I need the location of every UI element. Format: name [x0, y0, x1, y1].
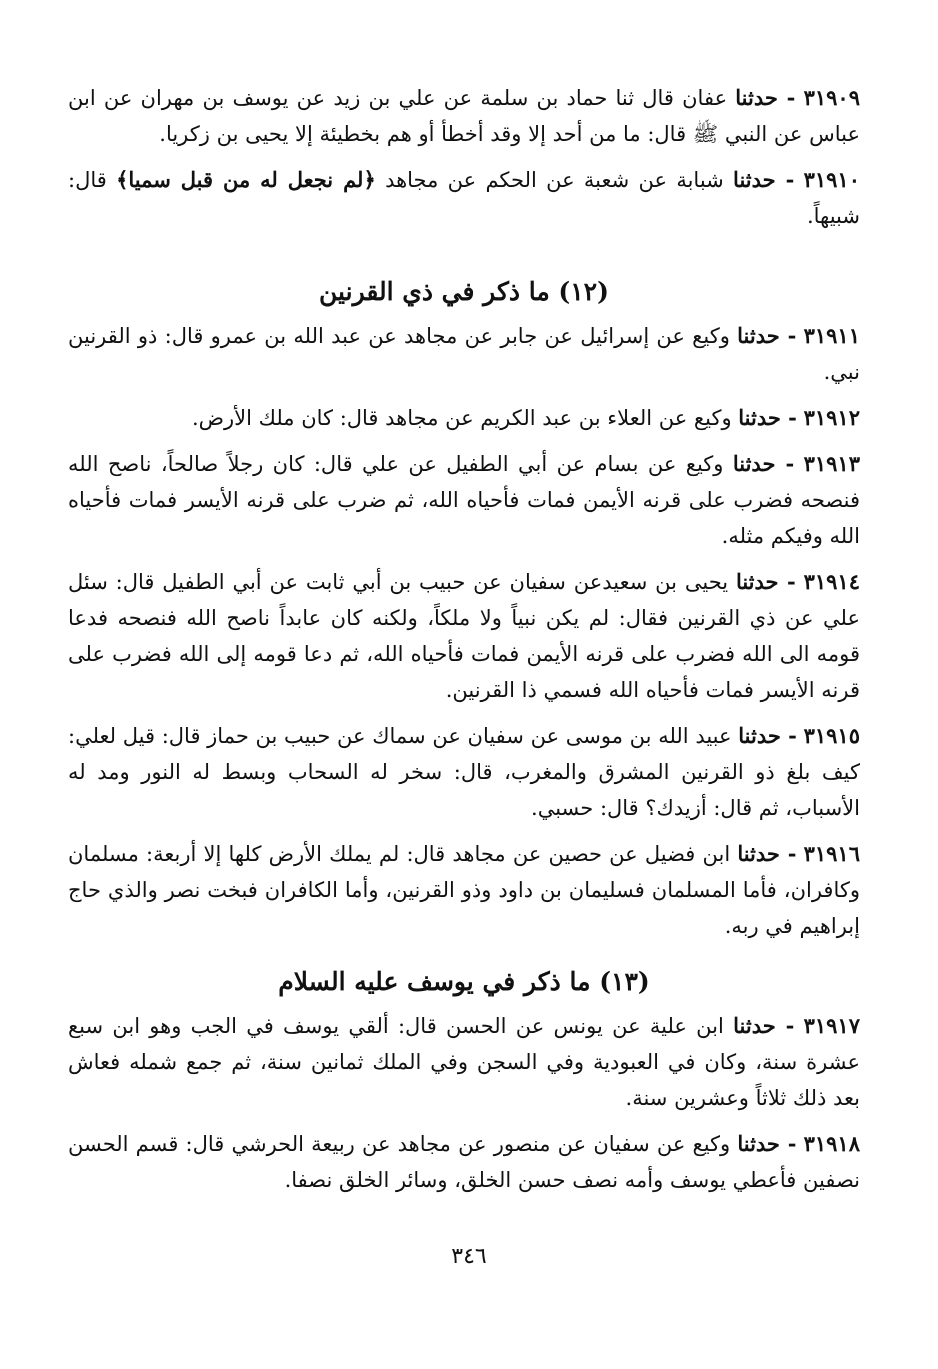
hadith-31917: ٣١٩١٧ - حدثنا ابن علية عن يونس عن الحسن قال: ألقي يوسف في الجب وهو ابن سبع عشرة سنة، وكان في العبودية وفي السجن وفي الملك ثمانين سنة، ثم جمع شمله فعاش بعد ذلك ثلاثاً وعشرين سنة. — [68, 1013, 860, 1110]
hadith-text: ابن علية عن يونس عن الحسن قال: ألقي يوسف في الجب وهو ابن سبع عشرة سنة، وكان في العبودية وفي السجن وفي الملك ثمانين سنة، ثم جمع شمله فعاش بعد ذلك ثلاثاً وعشرين سنة. — [68, 1014, 860, 1110]
hadith-lead: حدثنا — [733, 1013, 776, 1038]
hadith-number: ٣١٩١٤ — [803, 569, 860, 594]
hadith-text: ابن فضيل عن حصين عن مجاهد قال: لم يملك الأرض كلها إلا أربعة: مسلمان وكافران، فأما المسلمان فسليمان بن داود وذو القرنين، وأما الكافران فبخت نصر والذي حاج إبراهيم في ربه. — [68, 842, 860, 938]
page-body — [68, 80, 860, 1208]
hadith-number: ٣١٩١٣ — [803, 451, 860, 476]
hadith-lead: حدثنا — [738, 723, 781, 748]
hadith-31913: ٣١٩١٣ - حدثنا وكيع عن بسام عن أبي الطفيل عن علي قال: كان رجلاً صالحاً، ناصح الله فنصحه فضرب على قرنه الأيمن فمات فأحياه الله، ثم ضرب على قرنه الأيسر فمات فأحياه الله وفيكم مثله. — [68, 451, 860, 548]
hadith-text: وكيع عن بسام عن أبي الطفيل عن علي قال: كان رجلاً صالحاً، ناصح الله فنصحه فضرب على قرنه الأيمن فمات فأحياه الله، ثم ضرب على قرنه الأيسر فمات فأحياه الله وفيكم مثله. — [68, 452, 860, 548]
hadith-text: عبيد الله بن موسى عن سفيان عن سماك عن حبيب بن حماز قال: قيل لعلي: كيف بلغ ذو القرنين المشرق والمغرب، قال: سخر له السحاب وبسط له النور ومد له الأسباب، ثم قال: أزيدك؟ قال: حسبي. — [68, 724, 860, 820]
hadith-lead: حدثنا — [733, 167, 776, 192]
hadith-31916: ٣١٩١٦ - حدثنا ابن فضيل عن حصين عن مجاهد قال: لم يملك الأرض كلها إلا أربعة: مسلمان وكافران، فأما المسلمان فسليمان بن داود وذو القرنين، وأما الكافران فبخت نصر والذي حاج إبراهيم في ربه. — [68, 841, 860, 938]
hadith-lead: حدثنا — [737, 1131, 780, 1156]
hadith-number: ٣١٩١٢ — [803, 405, 860, 430]
hadith-text: وكيع عن سفيان عن منصور عن مجاهد عن ربيعة الحرشي قال: قسم الحسن نصفين فأعطي يوسف وأمه نصف حسن الخلق، وسائر الخلق نصفا. — [68, 1132, 860, 1192]
hadith-31912: ٣١٩١٢ - حدثنا وكيع عن العلاء بن عبد الكريم عن مجاهد قال: كان ملك الأرض. — [191, 405, 860, 430]
hadith-31910: ٣١٩١٠ - حدثنا شبابة عن شعبة عن الحكم عن مجاهد ﴿لم نجعل له من قبل سميا﴾ قال: شبيهاً. — [68, 167, 860, 228]
hadith-31911: ٣١٩١١ - حدثنا وكيع عن إسرائيل عن جابر عن مجاهد عن عبد الله بن عمرو قال: ذو القرنين نبي. — [68, 323, 860, 384]
hadith-number: ٣١٩١٠ — [803, 167, 860, 192]
hadith-31915: ٣١٩١٥ - حدثنا عبيد الله بن موسى عن سفيان عن سماك عن حبيب بن حماز قال: قيل لعلي: كيف بلغ ذو القرنين المشرق والمغرب، قال: سخر له السحاب وبسط له النور ومد له الأسباب، ثم قال: أزيدك؟ قال: حسبي. — [68, 723, 860, 820]
hadith-lead: حدثنا — [738, 405, 781, 430]
hadith-text: يحيى بن سعيدعن سفيان عن حبيب بن أبي ثابت عن أبي الطفيل قال: سئل علي عن ذي القرنين فقال: لم يكن نبياً ولا ملكاً، ولكنه كان عابداً ناصح الله فنصحه فدعا قومه الى الله فضرب على قرنه الأيمن فمات فأحياه الله، ثم دعا قومه إلى الله فضرب على قرنه الأيسر فمات فأحياه الله فسمي ذا القرنين. — [68, 570, 860, 702]
hadith-31918: ٣١٩١٨ - حدثنا وكيع عن سفيان عن منصور عن مجاهد عن ربيعة الحرشي قال: قسم الحسن نصفين فأعطي يوسف وأمه نصف حسن الخلق، وسائر الخلق نصفا. — [68, 1131, 860, 1192]
hadith-lead: حدثنا — [735, 569, 779, 594]
hadith-31914: ٣١٩١٤ - حدثنا يحيى بن سعيدعن سفيان عن حبيب بن أبي ثابت عن أبي الطفيل قال: سئل علي عن ذي القرنين فقال: لم يكن نبياً ولا ملكاً، ولكنه كان عابداً ناصح الله فنصحه فدعا قومه الى الله فضرب على قرنه الأيمن فمات فأحياه الله، ثم دعا قومه إلى الله فضرب على قرنه الأيسر فمات فأحياه الله فسمي ذا القرنين. — [68, 569, 860, 702]
hadith-number: ٣١٩١٦ — [803, 841, 860, 866]
section-heading-12: (١٢) ما ذكر في ذي القرنين — [319, 277, 609, 306]
page-number: ٣٤٦ — [451, 1244, 487, 1269]
hadith-number: ٣١٩١٥ — [803, 723, 860, 748]
hadith-lead: حدثنا — [732, 451, 776, 476]
hadith-text: وكيع عن إسرائيل عن جابر عن مجاهد عن عبد الله بن عمرو قال: ذو القرنين نبي. — [68, 324, 860, 384]
hadith-lead: حدثنا — [737, 841, 780, 866]
hadith-text: وكيع عن العلاء بن عبد الكريم عن مجاهد قال: كان ملك الأرض. — [191, 406, 732, 430]
hadith-text-after: قال: شبيهاً. — [68, 168, 860, 228]
hadith-number: ٣١٩١١ — [803, 323, 860, 348]
quran-quote: ﴿لم نجعل له من قبل سميا﴾ — [116, 167, 376, 192]
hadith-number: ٣١٩١٧ — [803, 1013, 860, 1038]
hadith-text: شبابة عن شعبة عن الحكم عن مجاهد — [385, 168, 724, 192]
hadith-text: عفان قال ثنا حماد بن سلمة عن علي بن زيد عن يوسف بن مهران عن ابن عباس عن النبي ﷺ قال: ما من أحد إلا وقد أخطأ أو هم بخطيئة إلا يحيى بن زكريا. — [68, 86, 860, 146]
hadith-lead: حدثنا — [737, 323, 780, 348]
hadith-number: ٣١٩٠٩ — [803, 85, 860, 110]
hadith-lead: حدثنا — [735, 85, 778, 110]
section-heading-13: (١٣) ما ذكر في يوسف عليه السلام — [278, 967, 650, 996]
hadith-31909: ٣١٩٠٩ - حدثنا عفان قال ثنا حماد بن سلمة عن علي بن زيد عن يوسف بن مهران عن ابن عباس عن النبي ﷺ قال: ما من أحد إلا وقد أخطأ أو هم بخطيئة إلا يحيى بن زكريا. — [68, 85, 860, 146]
hadith-number: ٣١٩١٨ — [803, 1131, 860, 1156]
